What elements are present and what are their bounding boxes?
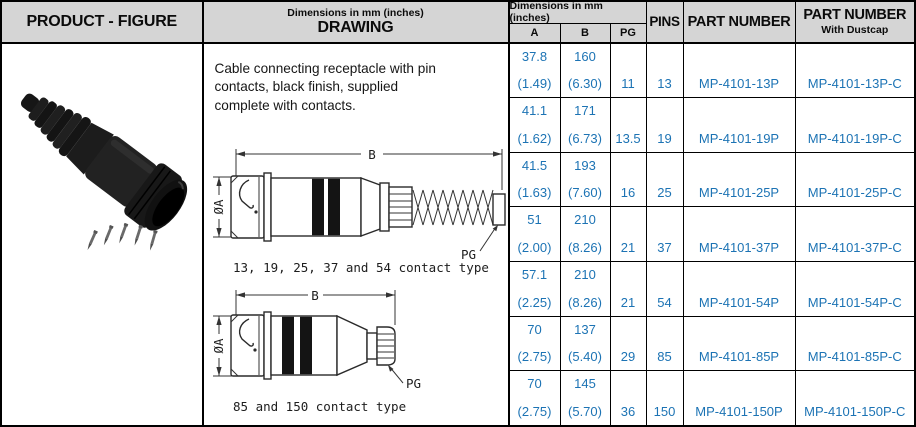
pins-value: 25 — [657, 185, 672, 201]
pg-value: 13.5 — [615, 130, 641, 146]
dim-label-b: B — [367, 146, 376, 162]
b-inches: (8.26) — [568, 240, 602, 256]
part-number-dustcap: MP-4101-19P-C — [807, 130, 902, 146]
col-header-part-number: PART NUMBER — [684, 2, 796, 42]
b-inches: (5.40) — [568, 349, 602, 365]
cell-a — [510, 317, 561, 371]
b-mm: 210 — [574, 212, 596, 228]
table-row — [510, 317, 915, 372]
part-number-dustcap: MP-4101-13P-C — [807, 76, 902, 92]
product-description: Cable connecting receptacle with pin contacts, black finish, supplied complete with contacts. — [214, 60, 436, 113]
connector-photo-body — [4, 72, 196, 239]
part-number: MP-4101-13P — [698, 76, 780, 92]
cell-b — [561, 207, 611, 261]
pg-value: 36 — [620, 403, 636, 419]
drawing-header-subtitle: Dimensions in mm (inches) — [287, 6, 424, 19]
product-figure-column — [2, 2, 204, 425]
pins-value: 13 — [657, 76, 672, 92]
cell-a — [510, 44, 561, 98]
cell-part-number-dustcap — [796, 153, 915, 207]
part-number-dustcap-line2: With Dustcap — [821, 24, 889, 37]
cell-pg — [611, 371, 647, 425]
spec-table — [510, 2, 915, 425]
part-number: MP-4101-54P — [698, 294, 780, 310]
cell-a — [510, 371, 561, 425]
cell-part-number-dustcap — [796, 262, 915, 316]
cell-b — [561, 44, 611, 98]
a-inches: (2.00) — [517, 240, 552, 256]
pins-value: 54 — [657, 294, 672, 310]
cell-pg — [611, 44, 647, 98]
cell-part-number — [684, 44, 796, 98]
b-inches: (7.60) — [568, 185, 602, 201]
pg-value: 21 — [620, 294, 636, 310]
cell-pg — [611, 153, 647, 207]
b-mm: 171 — [574, 103, 596, 119]
cell-pins — [647, 262, 684, 316]
a-mm: 41.5 — [521, 157, 548, 173]
b-mm: 160 — [574, 48, 596, 64]
cell-a — [510, 153, 561, 207]
cell-a — [510, 207, 561, 261]
cell-pg — [611, 207, 647, 261]
col-header-pg: PG — [611, 24, 647, 42]
connector-drawing-short — [209, 285, 507, 419]
cell-pg — [611, 98, 647, 152]
b-inches: (6.73) — [568, 130, 602, 146]
part-number-dustcap: MP-4101-37P-C — [807, 240, 902, 256]
cell-pins — [647, 317, 684, 371]
pg-value: 16 — [620, 185, 636, 201]
a-inches: (1.62) — [517, 130, 552, 146]
cell-b — [561, 317, 611, 371]
cell-part-number — [684, 262, 796, 316]
a-inches: (2.75) — [517, 349, 552, 365]
dim-label-a: ØA — [210, 199, 226, 215]
part-number: MP-4101-85P — [698, 349, 780, 365]
table-row — [510, 262, 915, 317]
part-number-dustcap: MP-4101-54P-C — [807, 294, 902, 310]
cell-pins — [647, 98, 684, 152]
dims-header: Dimensions in mm (inches) — [510, 2, 647, 24]
part-number: MP-4101-150P — [695, 403, 783, 419]
drawing-column — [204, 2, 510, 425]
cell-pins — [647, 371, 684, 425]
cell-part-number — [684, 153, 796, 207]
cell-pins — [647, 153, 684, 207]
pins-value: 19 — [657, 130, 672, 146]
part-number: MP-4101-19P — [698, 130, 780, 146]
table-row — [510, 371, 915, 425]
pg-label: PG — [460, 246, 476, 262]
cell-pins — [647, 207, 684, 261]
product-photo-cell — [2, 44, 202, 427]
a-mm: 57.1 — [521, 267, 548, 283]
col-header-part-number-dustcap — [796, 2, 915, 42]
cell-part-number-dustcap — [796, 317, 915, 371]
cell-b — [561, 98, 611, 152]
b-inches: (6.30) — [568, 76, 602, 92]
part-number-dustcap-line1: PART NUMBER — [803, 7, 907, 24]
cell-a — [510, 98, 561, 152]
product-figure-header — [2, 2, 202, 44]
cell-part-number — [684, 207, 796, 261]
part-number-dustcap: MP-4101-25P-C — [807, 185, 902, 201]
a-mm: 70 — [527, 376, 542, 392]
cell-part-number — [684, 317, 796, 371]
b-inches: (8.26) — [568, 294, 602, 310]
a-inches: (2.25) — [517, 294, 552, 310]
drawing-cell — [204, 44, 508, 426]
b-mm: 193 — [574, 157, 596, 173]
spec-table-body — [510, 44, 915, 426]
cell-b — [561, 262, 611, 316]
a-inches: (2.75) — [517, 403, 552, 419]
spec-table-header — [510, 2, 915, 44]
drawing-header-title: DRAWING — [317, 18, 394, 36]
pins-value: 150 — [653, 403, 676, 419]
dim-label-b: B — [310, 287, 319, 303]
cell-pg — [611, 317, 647, 371]
a-inches: (1.63) — [517, 185, 552, 201]
pins-value: 85 — [657, 349, 672, 365]
table-row — [510, 98, 915, 153]
a-inches: (1.49) — [517, 76, 552, 92]
table-row — [510, 44, 915, 99]
cell-b — [561, 153, 611, 207]
table-row — [510, 207, 915, 262]
part-number-dustcap: MP-4101-150P-C — [804, 403, 906, 419]
pg-label: PG — [405, 375, 421, 391]
b-inches: (5.70) — [568, 403, 602, 419]
b-mm: 145 — [574, 376, 596, 392]
a-mm: 41.1 — [521, 103, 548, 119]
table-row — [510, 153, 915, 208]
col-header-a: A — [510, 24, 561, 42]
pg-value: 21 — [620, 240, 636, 256]
part-number: MP-4101-25P — [698, 185, 780, 201]
cell-part-number-dustcap — [796, 371, 915, 425]
cell-part-number-dustcap — [796, 207, 915, 261]
b-mm: 210 — [574, 267, 596, 283]
part-number-dustcap: MP-4101-85P-C — [807, 349, 902, 365]
b-mm: 137 — [574, 321, 596, 337]
connector-drawing-long — [209, 144, 507, 276]
a-mm: 37.8 — [521, 48, 548, 64]
a-mm: 51 — [527, 212, 542, 228]
cell-part-number — [684, 371, 796, 425]
cell-pg — [611, 262, 647, 316]
drawing-header — [204, 2, 508, 44]
drawing-caption: 13, 19, 25, 37 and 54 contact type — [232, 259, 489, 275]
cell-part-number — [684, 98, 796, 152]
cell-part-number-dustcap — [796, 98, 915, 152]
dim-label-a: ØA — [210, 338, 226, 354]
col-header-b: B — [561, 24, 611, 42]
cell-a — [510, 262, 561, 316]
pins-value: 37 — [657, 240, 672, 256]
pg-value: 29 — [620, 349, 636, 365]
a-mm: 70 — [527, 321, 542, 337]
col-header-pins: PINS — [647, 2, 684, 42]
product-figure-title: PRODUCT - FIGURE — [26, 12, 178, 30]
cell-part-number-dustcap — [796, 44, 915, 98]
product-photo — [2, 44, 201, 424]
cell-b — [561, 371, 611, 425]
pg-value: 11 — [621, 76, 635, 92]
drawing-caption: 85 and 150 contact type — [232, 398, 406, 414]
cell-pins — [647, 44, 684, 98]
part-number: MP-4101-37P — [698, 240, 780, 256]
